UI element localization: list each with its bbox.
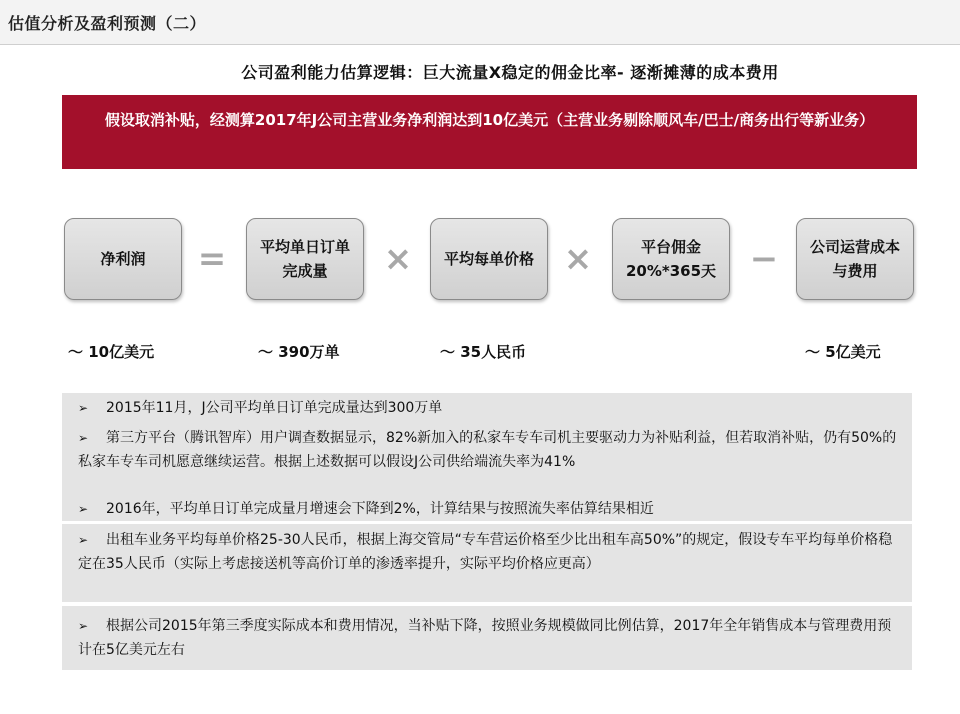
notes-panel-orders bbox=[62, 393, 912, 521]
assumption-banner-text: 假设取消补贴，经测算2017年J公司主营业务净利润达到10亿美元（主营业务剔除顺风车/巴士/商务出行等新业务） bbox=[104, 111, 875, 129]
list-item: ➢ 第三方平台（腾讯智库）用户调查数据显示，82%新加入的私家车专车司机主要驱动力为补贴利益，但若取消补贴，仍有50%的私家车专车司机愿意继续运营。根据上述数据可以假设J公司供给端流失率为41% bbox=[78, 426, 900, 474]
bullet-arrow-icon: ➢ bbox=[78, 401, 89, 415]
notes-panel-cost bbox=[62, 606, 912, 670]
list-item: ➢ 出租车业务平均每单价格25-30人民币，根据上海交管局“专车营运价格至少比出租车高50%”的规定，假设专车平均每单价格稳定在35人民币（实际上考虑接送机等高价订单的渗透率提升，实际平均价格应更高） bbox=[78, 528, 900, 576]
formula-box-operating-cost: 公司运营成本与费用 bbox=[796, 218, 914, 300]
formula-box-avg-price: 平均每单价格 bbox=[430, 218, 548, 300]
notes-panel-price bbox=[62, 524, 912, 602]
minus-operator: − bbox=[749, 239, 779, 279]
bullet-arrow-icon: ➢ bbox=[78, 619, 89, 633]
value-net-profit: ～ 10亿美元 bbox=[68, 343, 155, 361]
header-divider bbox=[0, 44, 960, 45]
formula-box-daily-orders: 平均单日订单完成量 bbox=[246, 218, 364, 300]
formula-box-commission: 平台佣金20%*365天 bbox=[612, 218, 730, 300]
bullet-arrow-icon: ➢ bbox=[78, 533, 89, 547]
page-title: 估值分析及盈利预测（二） bbox=[8, 14, 207, 33]
value-daily-orders: ～ 390万单 bbox=[258, 343, 340, 361]
list-item: ➢ 根据公司2015年第三季度实际成本和费用情况，当补贴下降，按照业务规模做同比例估算，2017年全年销售成本与管理费用预计在5亿美元左右 bbox=[78, 614, 900, 662]
value-avg-price: ～ 35人民币 bbox=[440, 343, 527, 361]
list-item: ➢ 2016年，平均单日订单完成量月增速会下降到2%，计算结果与按照流失率估算结果相近 bbox=[78, 497, 900, 521]
multiply-operator: × bbox=[563, 239, 593, 279]
bullet-arrow-icon: ➢ bbox=[78, 502, 89, 516]
equals-operator: = bbox=[197, 239, 227, 279]
formula-box-net-profit: 净利润 bbox=[64, 218, 182, 300]
value-operating-cost: ～ 5亿美元 bbox=[805, 343, 881, 361]
bullet-arrow-icon: ➢ bbox=[78, 431, 89, 445]
multiply-operator: × bbox=[383, 239, 413, 279]
slide-subtitle: 公司盈利能力估算逻辑：巨大流量X稳定的佣金比率- 逐渐摊薄的成本费用 bbox=[241, 63, 779, 82]
assumption-banner bbox=[62, 95, 917, 169]
list-item: ➢ 2015年11月，J公司平均单日订单完成量达到300万单 bbox=[78, 396, 900, 420]
